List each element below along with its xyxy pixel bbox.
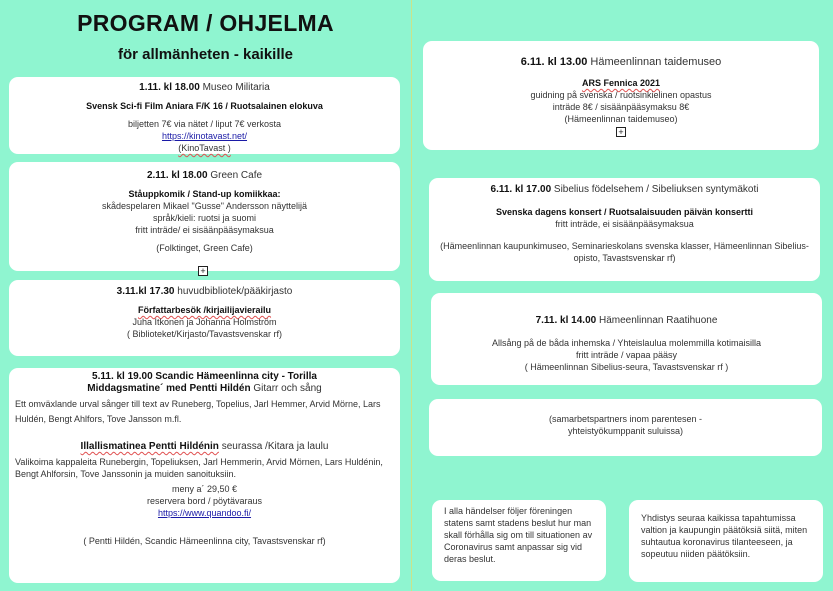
event-title: Middagsmatine´ med Pentti Hildén	[87, 383, 251, 394]
page-divider	[411, 0, 412, 591]
expand-plus-icon[interactable]: +	[616, 127, 626, 137]
notice-text-sv: I alla händelser följer föreningen statens samt stadens beslut hur man skall förhålla sig om till situationen av Coronavirus samt anpassar sig vid deras beslut.	[444, 506, 593, 564]
event-line: Juha Itkonen ja Johanna Holmström	[132, 317, 277, 327]
corona-notice-sv	[432, 500, 606, 581]
event-organizer: ( Pentti Hildén, Scandic Hämeenlinna city, Tavastsvenskar rf)	[83, 536, 326, 546]
corona-notice-fi	[629, 500, 823, 582]
event-line: fritt inträde/ ei sisäänpääsymaksua	[135, 225, 274, 235]
event-description-fi: Valikoima kappaleita Runebergin, Topeliuksen, Jarl Hemmerin, Arvid Mörnen, Lars Huldénin, Bengt Ahlforsin, Tove Janssonin ja muiden sanoituksiin.	[15, 457, 383, 479]
event-line: skådespelaren Mikael "Gusse" Andersson näyttelijä	[101, 201, 307, 211]
event-title-extra: Gitarr och sång	[250, 383, 322, 394]
event-card-3	[9, 280, 400, 356]
event-date: 7.11. kl 14.00	[535, 315, 597, 326]
notice-text-fi: Yhdistys seuraa kaikissa tapahtumissa valtion ja kaupungin päätöksiä siitä, miten suhtautua koronavirus tilanteeseen, ja sopeutuu niiden päätöksiin.	[641, 513, 808, 559]
event-date: 6.11. kl 13.00	[520, 56, 588, 68]
event-tickets: biljetten 7€ via nätet / liput 7€ verkosta	[127, 119, 282, 129]
event-title: Författarbesök /kirjailijavierailu	[137, 305, 272, 315]
event-header: 5.11. kl 19.00 Scandic Hämeenlinna city - Torilla	[92, 371, 317, 382]
event-title: Allsång på de båda inhemska / Yhteislaulua molemmilla kotimaisilla	[492, 338, 761, 348]
event-card-5	[423, 41, 819, 150]
event-organizer: ( Hämeenlinnan Sibelius-seura, Tavastsvenskar rf )	[524, 362, 729, 372]
event-line: inträde 8€ / sisäänpääsymaksu 8€	[552, 102, 690, 112]
event-card-2	[9, 162, 400, 271]
event-title: ARS Fennica 2021	[581, 78, 661, 88]
partners-note: (samarbetspartners inom parentesen - yhteistyökumppanit suluissa)	[548, 414, 703, 436]
event-date: 6.11. kl 17.00	[490, 184, 552, 195]
page-subtitle: för allmänheten - kaikille	[117, 46, 294, 63]
event-place: Green Cafe	[207, 170, 263, 181]
event-title: Svenska dagens konsert / Ruotsalaisuuden päivän konsertti	[495, 207, 754, 217]
event-organizer: (Hämeenlinnan kaupunkimuseo, Seminarieskolans svenska klasser, Hämeenlinnan Sibelius-opisto, Tavastsvenskar rf)	[440, 241, 809, 263]
event-place: Museo Militaria	[199, 82, 270, 93]
event-organizer: (Hämeenlinnan taidemuseo)	[564, 114, 678, 124]
event-line: fritt inträde, ei sisäänpääsymaksua	[555, 219, 694, 229]
expand-plus-icon[interactable]: +	[198, 266, 208, 276]
event-card-6	[429, 178, 820, 281]
event-date: 3.11.kl 17.30	[116, 286, 175, 297]
event-place: Hämeenlinnan taidemuseo	[587, 56, 722, 68]
event-reserve: reservera bord / pöytävaraus	[146, 496, 263, 506]
event-place: Hämeenlinnan Raatihuone	[596, 315, 718, 326]
event-date: 2.11. kl 18.00	[146, 170, 208, 181]
event-organizer: (Folktinget, Green Cafe)	[156, 243, 253, 253]
event-organizer: (KinoTavast )	[178, 143, 231, 153]
event-card-1	[9, 77, 400, 154]
event-place: huvudbibliotek/pääkirjasto	[174, 286, 293, 297]
event-line: språk/kieli: ruotsi ja suomi	[152, 213, 257, 223]
quandoo-link[interactable]: https://www.quandoo.fi/	[157, 508, 252, 518]
page-title: PROGRAM / OHJELMA	[77, 10, 334, 36]
event-description-sv: Ett omväxlande urval sånger till text av Runeberg, Topelius, Jarl Hemmer, Arvid Mörne, Lars Huldén, Bengt Ahlfors, Tove Jansson m.fl.	[15, 399, 381, 424]
event-title: Ståuppkomik / Stand-up komiikkaa:	[128, 189, 281, 199]
kinotavast-link[interactable]: https://kinotavast.net/	[161, 131, 248, 141]
event-line: guidning på svenska / ruotsinkielinen opastus	[530, 90, 712, 100]
event-card-7	[431, 293, 822, 385]
event-organizer: ( Biblioteket/Kirjasto/Tavastsvenskar rf)	[126, 329, 283, 339]
event-place: Sibelius födelsehem / Sibeliuksen syntymäkoti	[551, 184, 759, 195]
event-title-fi: Illallismatinea Pentti Hildénin	[80, 441, 219, 452]
event-title: Svensk Sci-fi Film Aniara F/K 16 / Ruotsalainen elokuva	[86, 101, 323, 111]
event-price: meny a´ 29,50 €	[171, 484, 238, 494]
event-title-fi-extra: seurassa /Kitara ja laulu	[218, 441, 329, 452]
event-date: 1.11. kl 18.00	[139, 82, 200, 93]
event-card-4	[9, 368, 400, 583]
event-line: fritt inträde / vapaa pääsy	[575, 350, 678, 360]
partners-note-card	[429, 399, 822, 456]
